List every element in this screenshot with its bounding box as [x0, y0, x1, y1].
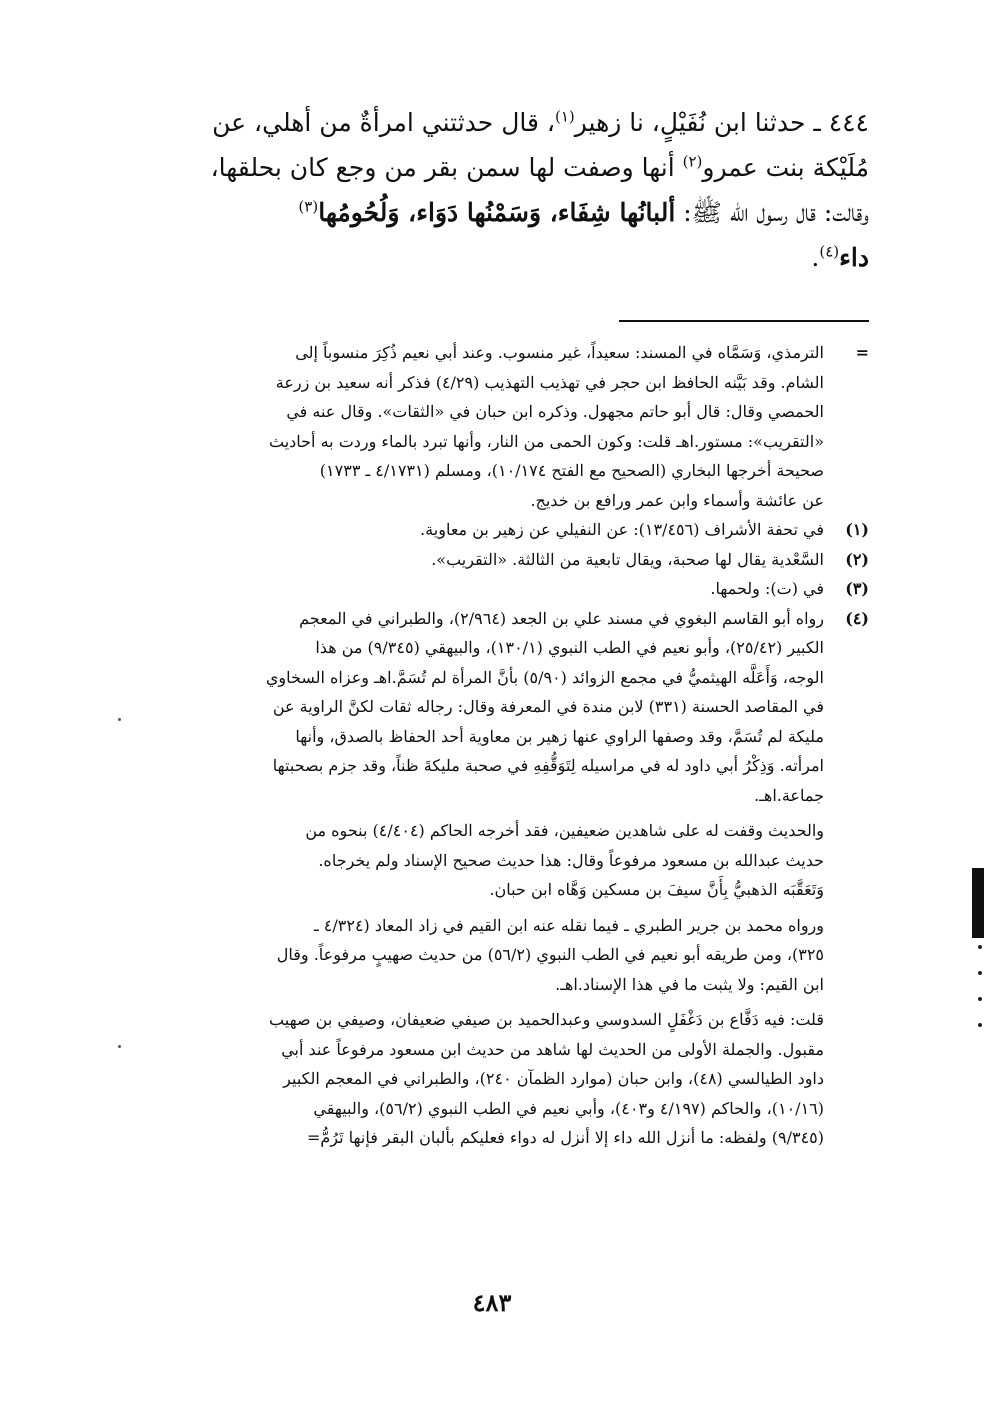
footnote-line: في المقاصد الحسنة (٣٣١) لابن مندة في المعرفة وقال: رجاله ثقات لكنَّ الراوية عن: [272, 697, 824, 716]
footnote-ref-1: (١): [554, 107, 575, 126]
footnote-ref-2: (٢): [682, 152, 703, 171]
scan-edge-dots: [976, 945, 982, 1049]
footnote-line: (١٠/١٦)، والحاكم (٤/١٩٧ و٤٠٣)، وأبي نعيم في الطب النبوي (٥٦/٢)، والبيهقي: [313, 1098, 824, 1118]
footnote-ref-3: (٣): [298, 197, 319, 216]
footnote-line: والحديث وقفت له على شاهدين ضعيفين، فقد أخرجه الحاكم (٤/٤٠٤) بنحوه من: [305, 821, 824, 840]
footnote-1: (١) في تحفة الأشراف (١٣/٤٥٦): عن النفيلي عن زهير بن معاوية.: [420, 520, 869, 539]
footnote-4: (٤) رواه أبو القاسم البغوي في مسند علي بن الجعد (٢/٩٦٤)، والطبراني في المعجم: [299, 608, 869, 628]
footnote-line: ابن القيم: ولا يثبت ما في هذا الإسناد.اهـ.: [555, 974, 824, 994]
footnote-line: (٩/٣٤٥) ولفظه: ما أنزل الله داء إلا أنزل له دواء فعليكم بألبان البقر فإنها تَرُمُّ=: [306, 1128, 824, 1147]
footnote-line: الشام. وقد بَيَّنه الحافظ ابن حجر في تهذيب التهذيب (٤/٢٩) فذكر أنه سعيد بن زرعة: [275, 372, 824, 392]
hadith-line-3: وقالت: قال رسول الله ﷺ: ألبانُها شِفَاء، وَسَمْنُها دَوَاء، وَلُحُومُها$^{(٣)}$: [298, 197, 869, 227]
scan-speck: [118, 718, 121, 721]
footnote-line: ورواه محمد بن جرير الطبري ـ فيما نقله عنه ابن القيم في زاد المعاد (٤/٣٢٤ ـ: [313, 915, 824, 935]
footnote-line: داود الطيالسي (٤٨)، وابن حبان (موارد الظمآن ٢٤٠)، والطبراني في المعجم الكبير: [283, 1069, 824, 1088]
footnote-line: امرأته. وَذِكْرُ أبي داود له في مراسيله لِتَوَقُّفِهِ في صحبة مليكةَ ظناً، وقد جزم بصحبتها: [272, 756, 824, 775]
hadith-line-1: ٤٤٤ ـ حدثنا ابن نُفَيْلٍ، نا زهير$^{(١)}$، قال حدثتني امرأةٌ من أهلي، عن: [212, 107, 869, 137]
footnotes: [164, 338, 869, 1153]
hadith-line-4: داء$^{(٤)}$.: [811, 242, 869, 272]
footnote-line: قلت: فيه دَفَّاع بن دَغْفَلٍ السدوسي وعبدالحميد بن صيفي ضعيفان، وصيفي بن صهيب: [269, 1010, 824, 1029]
footnote-2: (٢) السَّعْدية يقال لها صحبة، ويقال تابعية من الثالثة. «التقريب».: [431, 549, 869, 569]
footnote-line: الوجه، وَأَعَلَّه الهيثميُّ في مجمع الزوائد (٥/٩٠) بأنَّ المرأة لم تُسَمَّ.اهـ وعزاه السخاوي: [265, 667, 824, 687]
footnote-line: مليكة لم تُسَمَّ، وقد وصفها الراوي عنها زهير بن معاوية أحد الحفاظ بالصدق، وأنها: [295, 726, 824, 746]
footnote-3: (٣) في (ت): ولحمها.: [710, 579, 869, 598]
footnote-line: حديث عبدالله بن مسعود مرفوعاً وقال: هذا حديث صحيح الإسناد ولم يخرجاه.: [318, 850, 824, 870]
footnote-line: ٣٢٥)، ومن طريقه أبو نعيم في الطب النبوي (٥٦/٢) من حديث صهيبٍ مرفوعاً. وقال: [276, 945, 824, 964]
hadith-text: [114, 100, 869, 280]
scan-edge-mark: [972, 868, 984, 938]
page-number: ٤٨٣: [472, 1288, 512, 1317]
footnote-line: «التقريب»: مستور.اهـ قلت: وكون الحمى من النار، وأنها تبرد بالماء وردت به أحاديث: [269, 431, 824, 451]
footnote-line: الكبير (٢٥/٤٢)، وأبو نعيم في الطب النبوي (١٣٠/١)، والبيهقي (٩/٣٤٥) من هذا: [315, 638, 824, 657]
hadith-line-2: مُلَيْكة بنت عمرو$^{(٢)}$ أنها وصفت لها سمن بقر من وجع كان بحلقها،: [210, 152, 869, 182]
footnote-line: صحيحة أخرجها البخاري (الصحيح مع الفتح ١٠/١٧٤)، ومسلم (٤/١٧٣١ ـ ١٧٣٣): [319, 461, 824, 480]
footnote-line: وَتَعَقَّبَه الذهبيُّ بِأَنَّ سيفَ بن مسكين وَهَّاه ابن حبان.: [489, 880, 824, 899]
footnote-line: مقبول. والجملة الأولى من الحديث لها شاهد من حديث ابن مسعود مرفوعاً عند أبي: [281, 1039, 824, 1059]
footnote-line: عن عائشة وأسماء وابن عمر ورافع بن خديج.: [530, 490, 824, 510]
footnote-separator: [619, 320, 869, 322]
footnote-line: جماعة.اهـ.: [754, 785, 824, 805]
footnote-line: الحمصي وقال: قال أبو حاتم مجهول. وذكره ابن حبان في «الثقات». وقال عنه في: [286, 402, 824, 421]
footnote-ref-4: (٤): [819, 242, 840, 261]
scan-speck: [118, 1045, 121, 1048]
footnote-continuation: = الترمذي، وَسَمَّاه في المسند: سعيداً، غير منسوب. وعند أبي نعيم ذُكِرَ منسوباً إلى: [295, 343, 869, 362]
